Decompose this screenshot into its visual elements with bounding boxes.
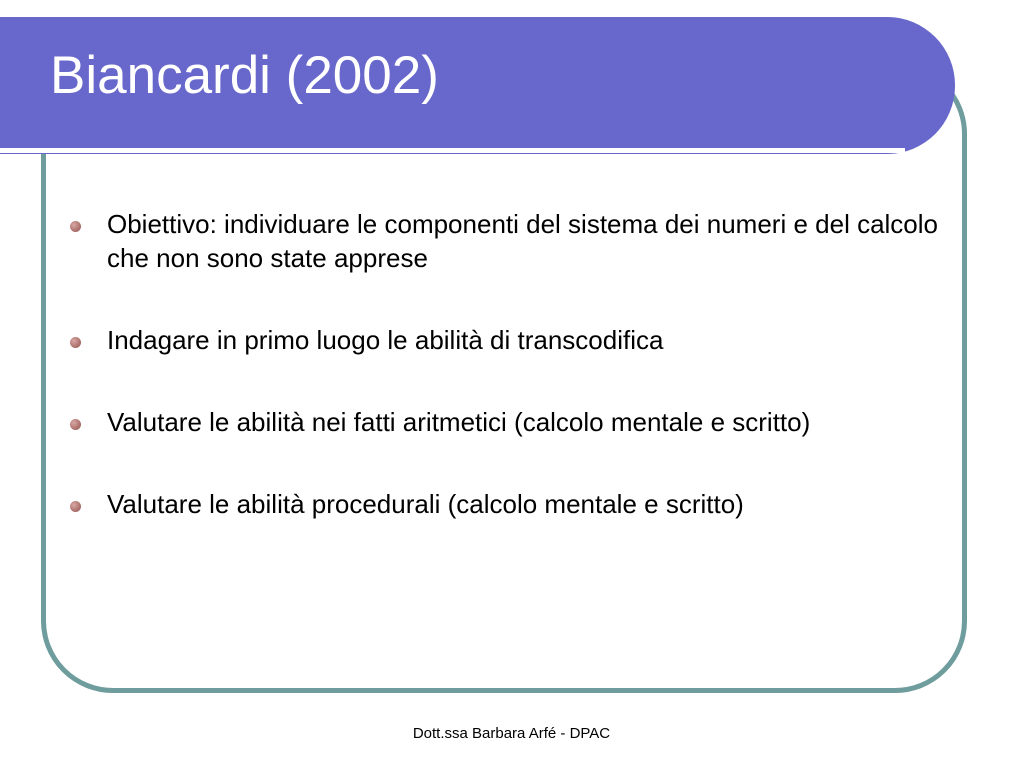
bullet-text: Indagare in primo luogo le abilità di transcodifica bbox=[107, 325, 664, 355]
bullet-list bbox=[70, 207, 955, 569]
slide-title: Biancardi (2002) bbox=[50, 46, 439, 105]
bullet-text: Obiettivo: individuare le componenti del sistema dei numeri e del calcolo che non sono state apprese bbox=[107, 209, 938, 273]
bullet-item bbox=[70, 323, 955, 357]
bullet-dot-icon bbox=[70, 501, 81, 512]
title-underline bbox=[0, 148, 905, 153]
bullet-item bbox=[70, 207, 955, 275]
bullet-text: Valutare le abilità nei fatti aritmetici (calcolo mentale e scritto) bbox=[107, 407, 811, 437]
bullet-dot-icon bbox=[70, 337, 81, 348]
bullet-item bbox=[70, 405, 955, 439]
footer-text: Dott.ssa Barbara Arfé - DPAC bbox=[412, 725, 611, 742]
bullet-text: Valutare le abilità procedurali (calcolo mentale e scritto) bbox=[107, 489, 744, 519]
bullet-dot-icon bbox=[70, 221, 81, 232]
bullet-item bbox=[70, 487, 955, 521]
bullet-dot-icon bbox=[70, 419, 81, 430]
footer bbox=[0, 724, 1023, 744]
